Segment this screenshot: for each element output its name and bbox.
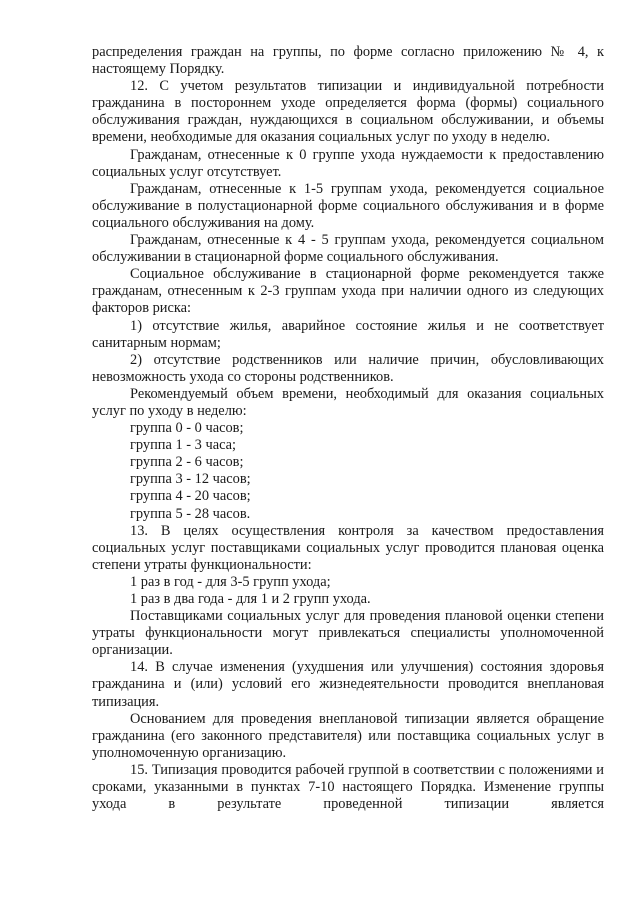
paragraph: группа 0 - 0 часов;	[130, 420, 244, 437]
paragraph: группа 2 - 6 часов;	[130, 454, 244, 471]
paragraph: 1 раз в два года - для 1 и 2 групп ухода.	[130, 591, 371, 607]
paragraph: 2) отсутствие родственников или наличие причин, обусловливающих невозможность ухода со стороны родственников.	[92, 351, 604, 385]
paragraph: 1 раз в год - для 3-5 групп ухода;	[130, 573, 331, 590]
paragraph: 12. С учетом результатов типизации и индивидуальной потребности гражданина в постороннем уходе определяется форма (формы) социального обслуживания граждан, нуждающихся в социальном обслуживании, и объемы времени, необходимые для оказания социальных услуг по уходу в неделю.	[92, 78, 604, 146]
paragraph: группа 4 - 20 часов;	[130, 488, 251, 505]
paragraph: 13. В целях осуществления контроля за качеством предоставления социальных услуг поставщиками социальных услуг проводится плановая оценка степени утраты функциональности:	[92, 522, 604, 573]
paragraph: Гражданам, отнесенные к 1-5 группам ухода, рекомендуется социальное обслуживание в полустационарной форме социального обслуживания и в форме социального обслуживания на дому.	[92, 180, 604, 231]
paragraph: 14. В случае изменения (ухудшения или улучшения) состояния здоровья гражданина и (или) условий его жизнедеятельности проводится внеплановая типизация.	[92, 659, 604, 710]
paragraph: группа 5 - 28 часов.	[130, 505, 251, 522]
paragraph: Рекомендуемый объем времени, необходимый для оказания социальных услуг по уходу в неделю:	[92, 385, 604, 419]
paragraph: Социальное обслуживание в стационарной форме рекомендуется также гражданам, отнесенным к 2-3 группам ухода при наличии одного из следующих факторов риска:	[92, 266, 604, 317]
paragraph: 1) отсутствие жилья, аварийное состояние жилья и не соответствует санитарным нормам;	[92, 317, 604, 351]
paragraph: Гражданам, отнесенные к 4 - 5 группам ухода, рекомендуется социальном обслуживании в стационарной форме социального обслуживания.	[92, 232, 604, 266]
document-page	[92, 44, 604, 813]
paragraph: группа 3 - 12 часов;	[130, 471, 251, 488]
paragraph: Поставщиками социальных услуг для проведения плановой оценки степени утраты функциональности могут привлекаться специалисты уполномоченной организации.	[92, 608, 604, 659]
paragraph: распределения граждан на группы, по форме согласно приложению № 4, к настоящему Порядку.	[92, 44, 604, 78]
paragraph: Гражданам, отнесенные к 0 группе ухода нуждаемости к предоставлению социальных услуг отсутствует.	[92, 146, 604, 180]
paragraph: группа 1 - 3 часа;	[130, 437, 237, 454]
paragraph: Основанием для проведения внеплановой типизации является обращение гражданина (его законного представителя) или поставщика социальных услуг в уполномоченную организацию.	[92, 710, 604, 761]
paragraph: 15. Типизация проводится рабочей группой в соответствии с положениями и сроками, указанными в пунктах 7-10 настоящего Порядка. Изменение группы ухода в результате проведенной типизации является	[92, 761, 604, 813]
